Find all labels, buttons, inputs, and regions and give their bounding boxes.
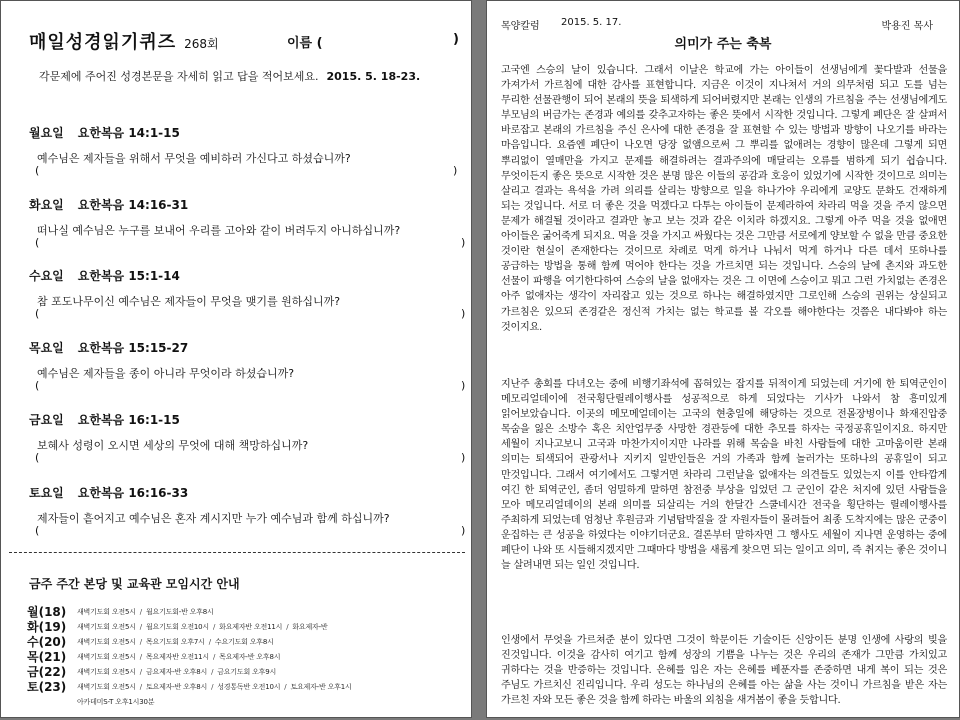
quiz-page: [0, 0, 472, 718]
schedule-day: 화(19): [27, 620, 67, 634]
answer-field[interactable]: ( ): [35, 164, 458, 177]
column-author: 박용진 목사: [881, 21, 933, 32]
quiz-day-tuesday: [29, 196, 469, 250]
answer-field[interactable]: ( ): [35, 524, 466, 537]
column-name: 목양칼럼: [501, 21, 540, 32]
question: 예수님은 제자들을 위해서 무엇을 예비하러 가신다고 하셨습니까?: [37, 152, 351, 165]
schedule-row: 목(21) 새벽기도회 오전5시 / 목요제자반 오전11시 / 목요제자-반 오후8시: [27, 650, 281, 664]
scripture-ref: 요한복음 14:1-15: [77, 126, 180, 140]
quiz-day-monday: [29, 124, 469, 178]
question: 제자들이 흩어지고 예수님은 혼자 계시지만 누가 예수님과 함께 하십니까?: [37, 512, 390, 525]
answer-field[interactable]: ( ): [35, 451, 466, 464]
essay-paragraph: 인생에서 무엇을 가르쳐준 분이 있다면 그것이 학문이든 기술이든 신앙이든 분명 인생에 사랑의 빚을 진것입니다. 이것을 감사히 여기고 함께 성장의 기쁨을 나누는 것은 우리의 존재가 그만큼 가치있고 귀하다는 것을 반증하는 것입니다. 은혜를 입은 자는 은혜를 베푼자를 존중하면 내게 복이 되는 것은 주님도 가르치신 진리입니다. 우리 성도는 하나님의 은혜를 아는 삶을 사는 것이니 가르침을 받은 자는 가르친 자와 모든 좋은 것을 함께 하라는 바울의 외침을 새겨봄이 좋을 듯합니다.: [501, 635, 947, 707]
dashed-divider: [9, 552, 465, 553]
column-page: [486, 0, 960, 718]
schedule-title: 금주 주간 본당 및 교육관 모임시간 안내: [29, 577, 240, 591]
question: 예수님은 제자들을 종이 아니라 무엇이라 하셨습니까?: [37, 367, 295, 380]
instruction-text: 각문제에 주어진 성경본문을 자세히 읽고 답을 적어보세요.: [39, 70, 319, 83]
quiz-issue: 268회: [184, 37, 219, 51]
essay-body: [501, 63, 947, 708]
day-label: 목요일: [29, 341, 64, 355]
schedule-day: 월(18): [27, 605, 67, 619]
schedule-day: 수(20): [27, 635, 67, 649]
question: 참 포도나무이신 예수님은 제자들이 무엇을 맺기를 원하십니까?: [37, 295, 341, 308]
answer-field[interactable]: ( ): [35, 307, 466, 320]
scripture-ref: 요한복음 16:1-15: [77, 413, 180, 427]
schedule-row: 월(18) 새벽기도회 오전5시 / 월요기도회-반 오후8시: [27, 605, 214, 619]
answer-field[interactable]: ( ): [35, 236, 466, 249]
essay-paragraph: 지난주 총회를 다녀오는 중에 비행기좌석에 꼽혀있는 잡지를 뒤적이게 되었는데 거기에 한 퇴역군인이 메모리얼데이에 전국횡단릴레이행사를 성공적으로 하게 되었다는 기사가 나와서 참 흥미있게 읽어보았습니다. 이곳의 메모메얼데이는 고국의 현충일에 해당하는 것으로 전몰장병이나 화재진압중 목숨을 잃은 소방수 혹은 치안업무중 사망한 경관등에 대한 추모를 하자는 국정공휴일이지요. 하지만 세월이 지나고보니 고국과 마찬가지이지만 나라를 위해 목숨을 바친 사람들에 대한 고마움이란 본래 의미는 퇴색되어 관광서나 지키지 일반인들은 거의 가족과 함께 놀러가는 또하나의 공휴일이 되고 만것입니다. 그래서 여기에서도 그렇거면 차라리 그런날을 없애자는 의견들도 있었는지 이를 안타깝게 여긴 한 퇴역군인, 좀더 엄밀하게 말하면 참전중 부상을 입었던 그 군인이 같은 처지에 있던 사람들을 모아 메모리얼데이의 본래 의미를 되살리는 거의 한달간 스쿨네시간 전국을 횡단하는 릴레이행사를 주최하게 되었는데 엄청난 후원금과 기념탑박질을 잘 자원자들이 몰려들어 최종 도착지에는 많은 군중이 운집하는 큰 성공을 하였다는 이야기더군요. 결론부터 말하자면 그 행사도 세월이 지나면 운영하는 중에 폐단이 나와 또 시들해지겠지만 그때마다 방법을 새롭게 찾으면 되는 일이고 의미, 즉 취지는 좋은 것이니 늘 살려내면 되는 일인 것입니다.: [501, 379, 947, 572]
day-label: 월요일: [29, 126, 64, 140]
essay-paragraph: 고국엔 스승의 날이 있습니다. 그래서 이날은 학교에 가는 아이들이 선생님에게 꽃다발과 선물을 가져가서 가르침에 대한 감사를 표현합니다. 지금은 이것이 지나쳐서 거의 의무처럼 되고 도를 넘는 무리한 선물관행이 되어 본래의 뜻을 퇴색하게 되어버렸지만 본래는 인생의 가르침을 주는 선생님에게도 부모님의 버금가는 존경과 예의를 갖추고자하는 좋은 뜻에서 시작한 것입니다. 그렇게 폐단은 잘 살펴서 바로잡고 본래의 가르침을 주신 은사에 대한 존경을 잘 표현할 수 있는 방법과 방향이 나오기를 바라는 마음입니다. 요즘엔 폐단이 나오면 당장 없앰으로써 그 뿌리를 없애려는 경향이 많은데 그렇게 되면 뿌리없이 열매만을 가지고 문제를 해결하려는 결과주의에 매달리는 오류를 범하게 되기 쉽습니다. 무엇이든지 좋은 뜻으로 시작한 것은 분명 많은 이들의 공감과 호응이 있었기에 시작한 것이므로 의미는 살리고 결과는 욕석을 가려 의리를 살리는 방향으로 일을 하나가야 우리에게 교양도 문화도 건재하게 되는 것입니다. 서로 더 좋은 것을 먹겠다고 다투는 아이들이 문제라하여 차라리 먹을 것을 주지 않으면 문제가 해결될 것이라고 결과만 놓고 보는 것과 같은 이치라 하겠지요. 그렇게 아주 먹을 것을 없애면 아이들은 굶어죽게 되지요. 먹을 것을 가지고 싸웠다는 것은 그만큼 서로에게 양보할 수 없을 만큼 중요한 것이란 현실이 존재한다는 것이므로 차례로 먹게 하거나 나눠서 먹게 하거나 다른 데서 또하나를 공급하는 방법을 통해 함께 먹어야 한다는 것을 가르치면 되는 것입니다. 스승의 날에 촌지와 과도한 선물이 파행을 여기한다하여 스승의 날을 없애자는 것은 그 이면에 스승이고 뭐고 그런 가치없는 존경은 아주 없애자는 생각이 자리잡고 있는 것으로 하나는 해결하였지만 그로인해 스승의 권위는 상실되고 가르침은 있으되 존경같은 정신적 가치는 없는 학교를 볼 각오를 해야한다는 것쯤은 내다봐야 하는 것이지요.: [501, 65, 947, 333]
schedule-row: 화(19) 새벽기도회 오전5시 / 월요기도회 오전10시 / 화요제자반 오전11시 / 화요제자-반: [27, 620, 328, 634]
scripture-ref: 요한복음 15:15-27: [77, 341, 189, 355]
scripture-ref: 요한복음 15:1-14: [77, 269, 180, 283]
date-range: 2015. 5. 18-23.: [326, 70, 421, 83]
name-field-close: ): [453, 32, 459, 47]
schedule-row: 토(23) 새벽기도회 오전5시 / 토요제자-반 오후8시 / 성경통독반 오전10시 / 토요제자-반 오후1시: [27, 680, 352, 694]
column-header: [501, 17, 947, 31]
schedule-row: 수(20) 새벽기도회 오전5시 / 목요기도회 오후7시 / 수요기도회 오후8시: [27, 635, 274, 649]
scripture-ref: 요한복음 16:16-33: [77, 486, 189, 500]
day-label: 금요일: [29, 413, 64, 427]
quiz-header: [29, 28, 469, 54]
question: 떠나실 예수님은 누구를 보내어 우리를 고아와 같이 버려두지 아니하십니까?: [37, 224, 401, 237]
schedule-row: 아카데미S-T 오후1시30분: [77, 697, 155, 706]
essay-title: 의미가 주는 축복: [674, 37, 772, 52]
schedule-day: 금(22): [27, 665, 67, 679]
day-label: 화요일: [29, 198, 64, 212]
day-label: 토요일: [29, 486, 64, 500]
quiz-day-wednesday: [29, 267, 469, 321]
schedule-row: 금(22) 새벽기도회 오전5시 / 금요제자-반 오후8시 / 금요기도회 오후9시: [27, 665, 277, 679]
quiz-title: 매일성경읽기퀴즈: [29, 32, 177, 53]
schedule-day: 목(21): [27, 650, 67, 664]
name-field-label[interactable]: 이름 (: [287, 36, 323, 51]
quiz-day-thursday: [29, 339, 469, 393]
quiz-day-friday: [29, 411, 469, 465]
quiz-day-saturday: [29, 484, 469, 538]
schedule-table: [27, 604, 467, 709]
question: 보혜사 성령이 오시면 세상의 무엇에 대해 책망하십니까?: [37, 439, 309, 452]
schedule-day: 토(23): [27, 680, 67, 694]
scripture-ref: 요한복음 14:16-31: [77, 198, 189, 212]
day-label: 수요일: [29, 269, 64, 283]
column-date: 2015. 5. 17.: [561, 17, 622, 28]
quiz-instruction: [39, 68, 420, 84]
answer-field[interactable]: ( ): [35, 379, 466, 392]
